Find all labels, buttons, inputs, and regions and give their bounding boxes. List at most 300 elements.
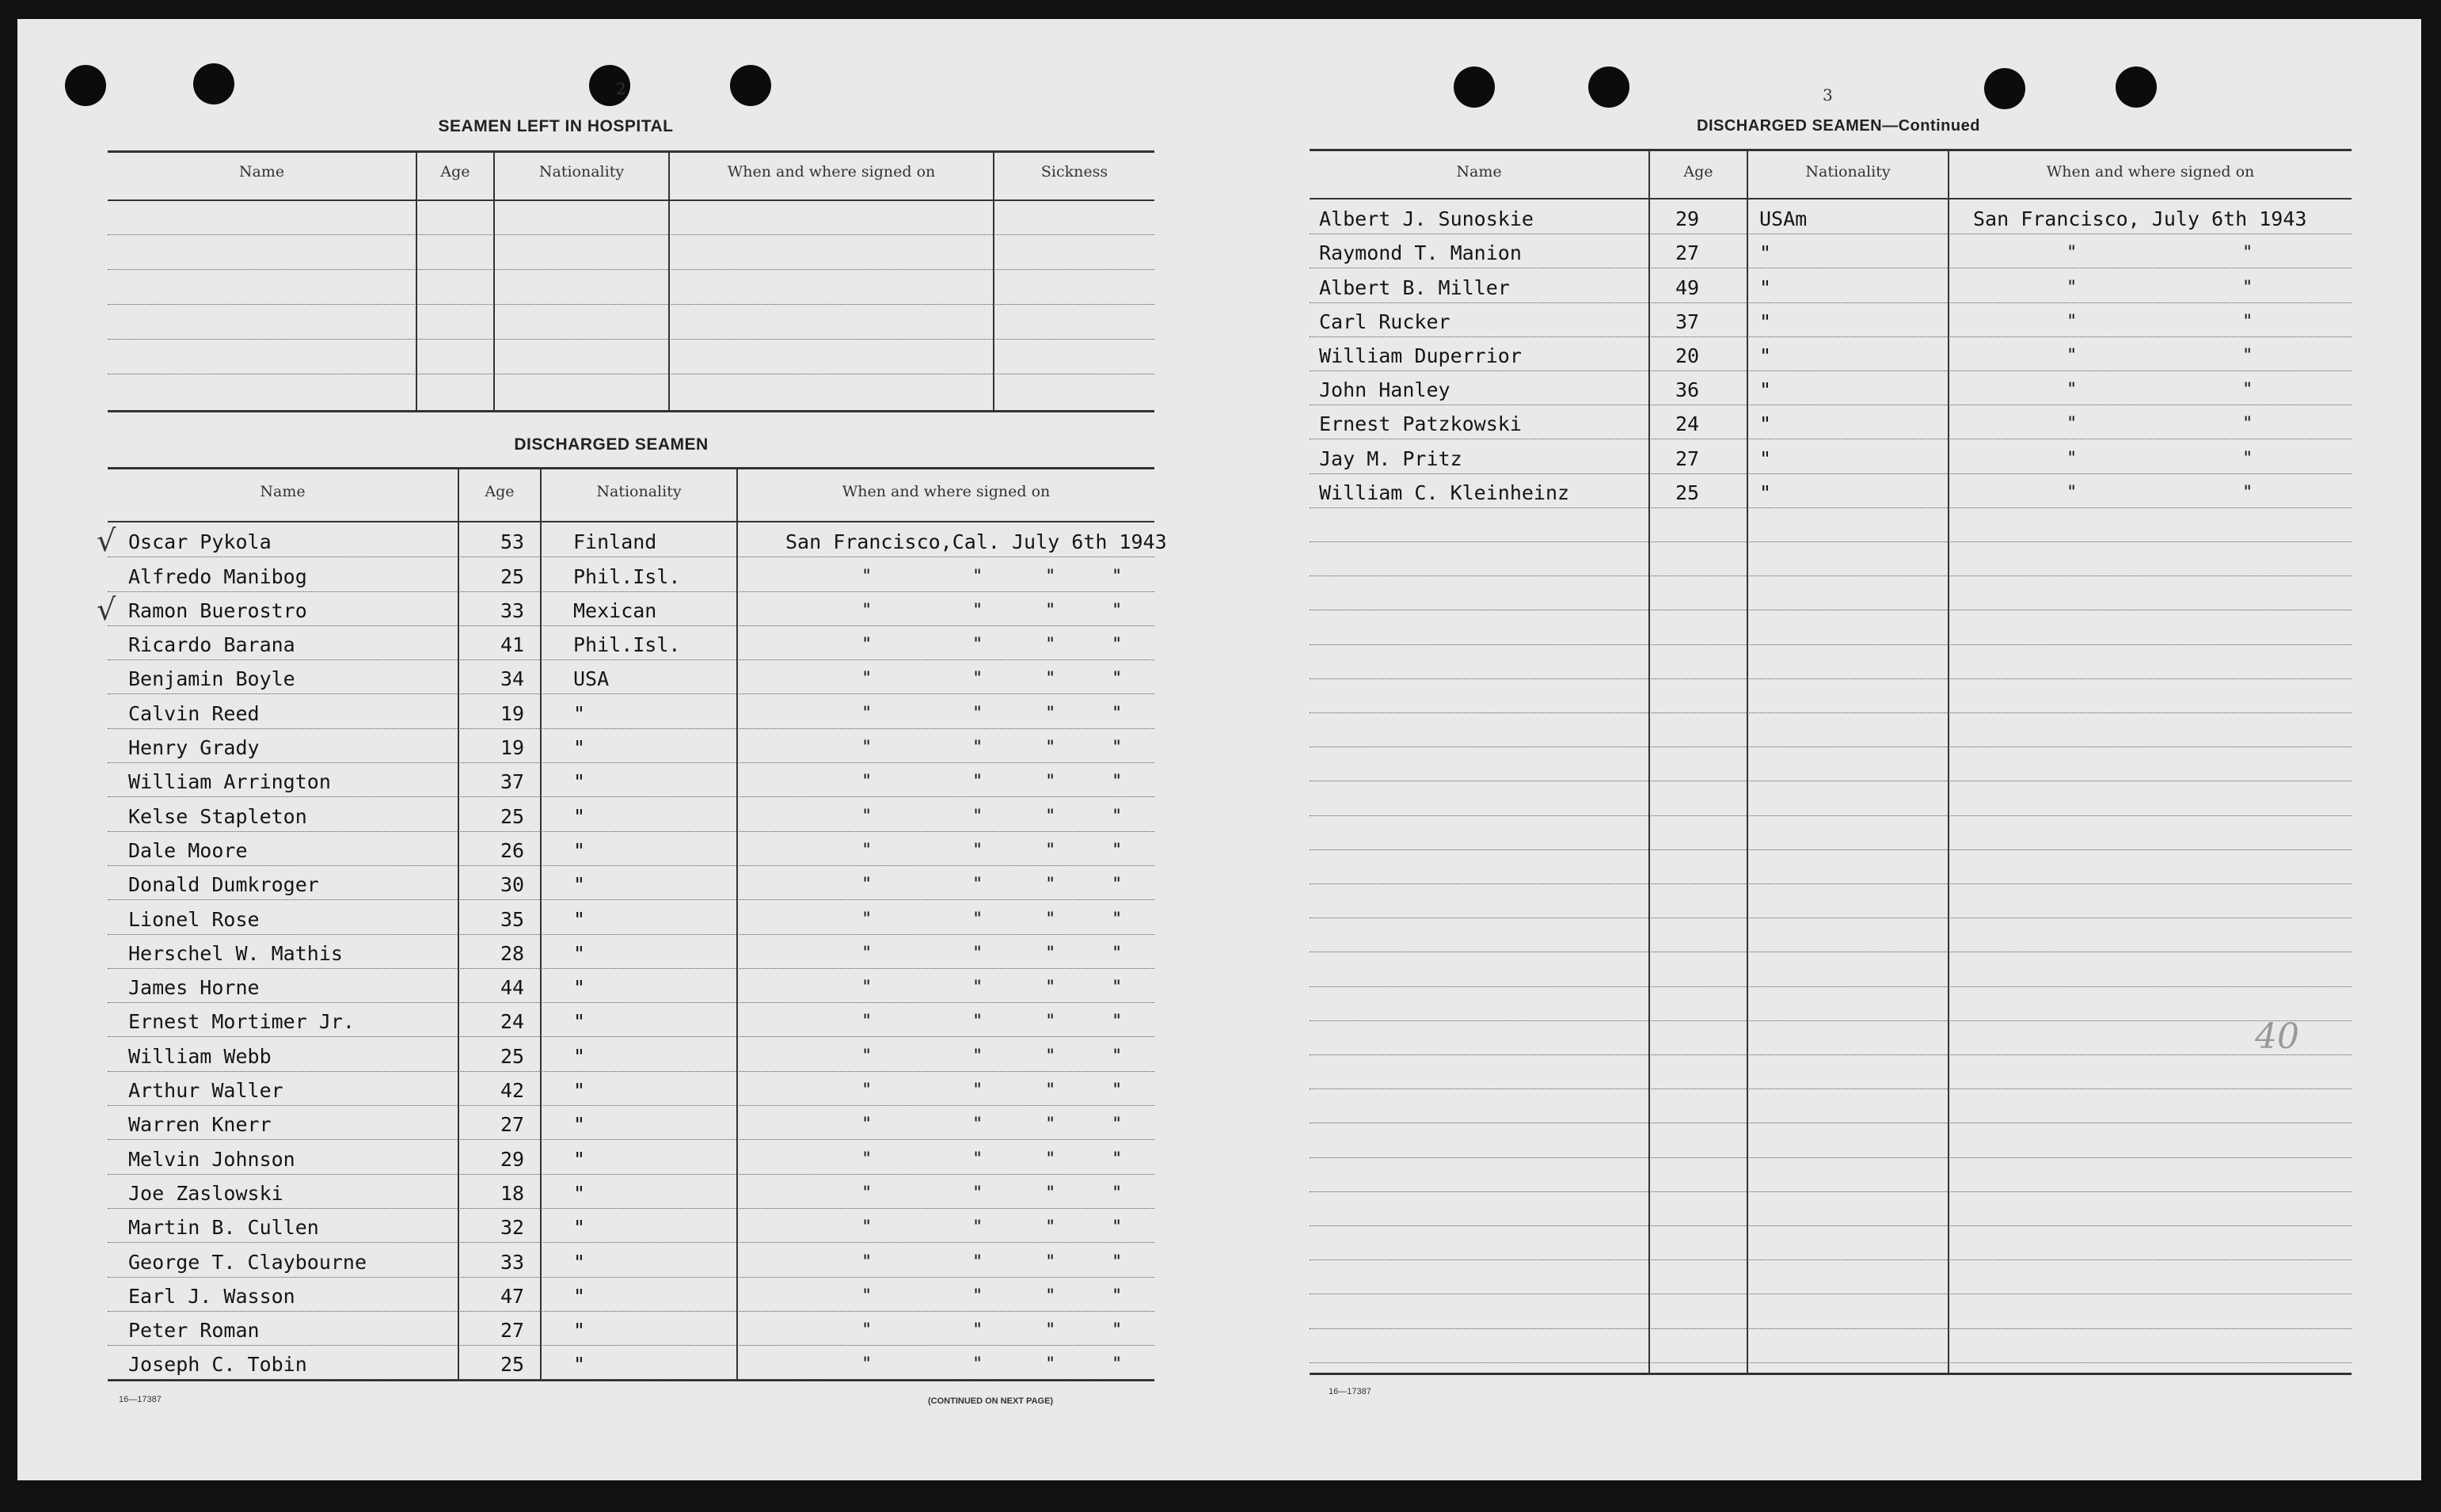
empty-row xyxy=(1310,1020,2352,1055)
seaman-name: Jay M. Pritz xyxy=(1319,446,1462,470)
ditto-mark: " xyxy=(861,1081,873,1101)
seaman-age: 25 xyxy=(500,564,525,588)
column-header-signed-on: When and where signed on xyxy=(2046,163,2255,180)
empty-row xyxy=(1310,1157,2352,1192)
seaman-age: 25 xyxy=(500,1044,525,1068)
seaman-name: Ramon Buerostro xyxy=(128,598,307,622)
seaman-nationality: " xyxy=(573,770,586,794)
table-row xyxy=(108,968,1154,1003)
seaman-age: 27 xyxy=(1675,241,1700,265)
seaman-nationality: " xyxy=(573,941,586,965)
seaman-name: William Duperrior xyxy=(1319,344,1522,367)
ditto-mark: " xyxy=(861,566,873,587)
ditto-mark: " xyxy=(1112,1286,1123,1306)
ditto-mark: " xyxy=(1112,703,1123,724)
empty-row xyxy=(1310,1088,2352,1123)
seaman-name: George T. Claybourne xyxy=(128,1250,367,1274)
table-row xyxy=(108,1037,1154,1072)
ditto-mark: " xyxy=(1112,1149,1123,1169)
form-number: 16—17387 xyxy=(119,1395,162,1404)
ditto-mark: " xyxy=(1045,566,1056,587)
empty-row xyxy=(1310,849,2352,884)
ditto-mark: " xyxy=(972,738,983,758)
table-row xyxy=(108,1277,1154,1312)
ditto-mark: " xyxy=(1045,1149,1056,1169)
seaman-name: Peter Roman xyxy=(128,1319,260,1343)
seaman-name: Carl Rucker xyxy=(1319,310,1451,333)
table-row xyxy=(1310,302,2352,337)
ditto-mark: " xyxy=(972,669,983,690)
ditto-mark: " xyxy=(972,840,983,860)
seaman-age: 27 xyxy=(1675,446,1700,470)
ditto-mark: " xyxy=(972,1149,983,1169)
seaman-nationality: Mexican xyxy=(573,598,657,622)
page-number: 3 xyxy=(1823,85,1833,104)
seaman-age: 36 xyxy=(1675,378,1700,402)
column-header-age: Age xyxy=(440,163,470,180)
column-header-name: Name xyxy=(260,483,306,500)
ditto-mark: " xyxy=(972,566,983,587)
table-row xyxy=(108,1345,1154,1380)
empty-row xyxy=(108,339,1154,374)
ditto-mark: " xyxy=(861,669,873,690)
ditto-mark: " xyxy=(972,1183,983,1203)
seaman-name: Warren Knerr xyxy=(128,1113,272,1137)
empty-row xyxy=(108,234,1154,270)
ditto-mark: " xyxy=(2066,414,2078,435)
seaman-nationality: " xyxy=(573,976,586,1000)
ditto-mark: " xyxy=(1112,806,1123,826)
ditto-mark: " xyxy=(1045,1081,1056,1101)
empty-row xyxy=(1310,1191,2352,1226)
seaman-nationality: " xyxy=(573,701,586,725)
seaman-name: Dale Moore xyxy=(128,838,248,862)
table-row xyxy=(1310,336,2352,371)
seaman-age: 27 xyxy=(500,1319,525,1343)
empty-row xyxy=(1310,610,2352,644)
ditto-mark: " xyxy=(972,1252,983,1272)
table-row xyxy=(108,1311,1154,1346)
seaman-nationality: Finland xyxy=(573,530,657,554)
ditto-mark: " xyxy=(1045,806,1056,826)
seaman-name: Albert B. Miller xyxy=(1319,275,1510,299)
ditto-mark: " xyxy=(861,943,873,963)
empty-row xyxy=(1310,917,2352,952)
ditto-mark: " xyxy=(1112,1354,1123,1375)
ditto-mark: " xyxy=(861,600,873,621)
ditto-mark: " xyxy=(972,1286,983,1306)
seaman-name: Benjamin Boyle xyxy=(128,667,295,691)
empty-row xyxy=(1310,883,2352,918)
table-row xyxy=(1310,370,2352,405)
ditto-mark: " xyxy=(861,1149,873,1169)
seaman-name: Ernest Patzkowski xyxy=(1319,412,1522,436)
ditto-mark: " xyxy=(972,703,983,724)
ditto-mark: " xyxy=(972,806,983,826)
ditto-mark: " xyxy=(1112,1183,1123,1203)
seaman-nationality: " xyxy=(573,1284,586,1308)
form-number: 16—17387 xyxy=(1329,1387,1371,1396)
seaman-name: Ernest Mortimer Jr. xyxy=(128,1010,355,1034)
seaman-name: Martin B. Cullen xyxy=(128,1216,319,1240)
table-row xyxy=(1310,473,2352,508)
empty-row xyxy=(1310,1123,2352,1157)
seaman-age: 19 xyxy=(500,736,525,760)
ditto-mark: " xyxy=(1045,1012,1056,1032)
ditto-mark: " xyxy=(1112,840,1123,860)
seaman-nationality: " xyxy=(573,907,586,931)
table-row xyxy=(1310,199,2352,234)
seaman-nationality: " xyxy=(573,873,586,897)
seaman-nationality: " xyxy=(573,1181,586,1205)
seaman-name: Raymond T. Manion xyxy=(1319,241,1522,265)
ditto-mark: " xyxy=(1112,566,1123,587)
ditto-mark: " xyxy=(1045,875,1056,895)
ditto-mark: " xyxy=(1112,600,1123,621)
table-row xyxy=(108,865,1154,900)
ditto-mark: " xyxy=(2066,243,2078,264)
ditto-mark: " xyxy=(1045,840,1056,860)
ditto-mark: " xyxy=(1045,738,1056,758)
ditto-mark: " xyxy=(2242,448,2253,469)
ditto-mark: " xyxy=(972,909,983,929)
ditto-mark: " xyxy=(972,772,983,792)
ditto-mark: " xyxy=(1045,1218,1056,1238)
empty-row xyxy=(1310,1294,2352,1328)
seaman-nationality: " xyxy=(573,1353,586,1377)
table-row xyxy=(108,796,1154,831)
ditto-mark: " xyxy=(861,703,873,724)
seaman-name: Arthur Waller xyxy=(128,1079,283,1103)
ditto-mark: " xyxy=(861,772,873,792)
seaman-name: Kelse Stapleton xyxy=(128,804,307,828)
left-page xyxy=(17,19,1205,1480)
ditto-mark: " xyxy=(972,1012,983,1032)
ditto-mark: " xyxy=(861,840,873,860)
table-row xyxy=(108,1071,1154,1106)
seaman-nationality: " xyxy=(573,736,586,760)
seaman-name: Joseph C. Tobin xyxy=(128,1353,307,1377)
seaman-name: William Arrington xyxy=(128,770,331,794)
seaman-age: 33 xyxy=(500,598,525,622)
seaman-nationality: " xyxy=(1759,344,1772,367)
empty-row xyxy=(1310,712,2352,747)
discharged-section-title: DISCHARGED SEAMEN xyxy=(514,435,709,454)
ditto-mark: " xyxy=(2242,243,2253,264)
pencil-mark: 40 xyxy=(2255,1016,2299,1057)
ditto-mark: " xyxy=(1112,1012,1123,1032)
column-header-name: Name xyxy=(238,163,285,180)
seaman-nationality: " xyxy=(1759,481,1772,504)
seaman-name: Herschel W. Mathis xyxy=(128,941,343,965)
ditto-mark: " xyxy=(861,875,873,895)
table-row xyxy=(108,1208,1154,1243)
ditto-mark: " xyxy=(1045,703,1056,724)
seaman-name: James Horne xyxy=(128,976,260,1000)
right-page xyxy=(1221,19,2421,1480)
ditto-mark: " xyxy=(972,1046,983,1066)
seaman-age: 53 xyxy=(500,530,525,554)
ditto-mark: " xyxy=(1045,669,1056,690)
ditto-mark: " xyxy=(861,1115,873,1135)
ditto-mark: " xyxy=(1112,1320,1123,1341)
seaman-age: 20 xyxy=(1675,344,1700,367)
seaman-nationality: " xyxy=(1759,446,1772,470)
check-mark: √ xyxy=(97,591,116,627)
table-row xyxy=(108,1174,1154,1209)
table-row xyxy=(1310,234,2352,268)
seaman-name: Albert J. Sunoskie xyxy=(1319,207,1534,231)
ditto-mark: " xyxy=(2242,414,2253,435)
seaman-age: 33 xyxy=(500,1250,525,1274)
table-row xyxy=(1310,439,2352,473)
ditto-mark: " xyxy=(861,1046,873,1066)
seaman-age: 41 xyxy=(500,633,525,657)
seaman-age: 24 xyxy=(1675,412,1700,436)
empty-row xyxy=(1310,952,2352,986)
empty-row xyxy=(1310,1328,2352,1363)
table-row xyxy=(108,1242,1154,1277)
seaman-nationality: " xyxy=(1759,412,1772,436)
ditto-mark: " xyxy=(972,1218,983,1238)
empty-row xyxy=(108,199,1154,235)
empty-row xyxy=(1310,576,2352,610)
seaman-nationality: " xyxy=(573,1250,586,1274)
table-row xyxy=(108,1002,1154,1037)
seaman-age: 29 xyxy=(1675,207,1700,231)
ditto-mark: " xyxy=(972,1320,983,1341)
signed-on: San Francisco, July 6th 1943 xyxy=(1973,207,2307,231)
seaman-nationality: Phil.Isl. xyxy=(573,564,681,588)
seaman-nationality: " xyxy=(1759,275,1772,299)
ditto-mark: " xyxy=(972,1081,983,1101)
seaman-age: 18 xyxy=(500,1181,525,1205)
table-row xyxy=(108,659,1154,694)
ditto-mark: " xyxy=(861,738,873,758)
table-row xyxy=(97,522,1167,559)
empty-row xyxy=(1310,1259,2352,1294)
column-header-signed-on: When and where signed on xyxy=(727,163,936,180)
ditto-mark: " xyxy=(972,1354,983,1375)
seaman-name: Henry Grady xyxy=(128,736,260,760)
seaman-name: William C. Kleinheinz xyxy=(1319,481,1570,504)
ditto-mark: " xyxy=(1112,635,1123,655)
ditto-mark: " xyxy=(1112,1115,1123,1135)
table-bottom-rule xyxy=(1310,1373,2352,1375)
seaman-name: Melvin Johnson xyxy=(128,1147,295,1171)
ditto-mark: " xyxy=(1112,909,1123,929)
column-header-nationality: Nationality xyxy=(1805,163,1891,180)
seaman-nationality: " xyxy=(573,1216,586,1240)
hospital-section-title: SEAMEN LEFT IN HOSPITAL xyxy=(438,117,674,135)
ditto-mark: " xyxy=(1112,669,1123,690)
ditto-mark: " xyxy=(2242,482,2253,503)
ditto-mark: " xyxy=(1045,1115,1056,1135)
ditto-mark: " xyxy=(2066,311,2078,332)
ditto-mark: " xyxy=(861,806,873,826)
ditto-mark: " xyxy=(1045,1354,1056,1375)
seaman-nationality: " xyxy=(573,804,586,828)
empty-row xyxy=(1310,747,2352,781)
seaman-name: William Webb xyxy=(128,1044,272,1068)
ditto-mark: " xyxy=(861,978,873,998)
seaman-name: Earl J. Wasson xyxy=(128,1284,295,1308)
seaman-nationality: " xyxy=(1759,378,1772,402)
column-header-signed-on: When and where signed on xyxy=(842,483,1051,500)
discharged-continued-title: DISCHARGED SEAMEN—Continued xyxy=(1697,117,1980,135)
table-top-rule xyxy=(108,150,1154,153)
ditto-mark: " xyxy=(2066,380,2078,401)
table-row xyxy=(108,557,1154,591)
ditto-mark: " xyxy=(1045,978,1056,998)
seaman-name: Joe Zaslowski xyxy=(128,1181,283,1205)
seaman-age: 29 xyxy=(500,1147,525,1171)
ditto-mark: " xyxy=(1045,1286,1056,1306)
column-header-nationality: Nationality xyxy=(538,163,625,180)
seaman-age: 34 xyxy=(500,667,525,691)
seaman-name: Donald Dumkroger xyxy=(128,873,319,897)
signed-on: San Francisco,Cal. July 6th 1943 xyxy=(785,530,1167,554)
ditto-mark: " xyxy=(1045,772,1056,792)
seaman-name: John Hanley xyxy=(1319,378,1451,402)
ditto-mark: " xyxy=(861,1354,873,1375)
ditto-mark: " xyxy=(2242,277,2253,298)
seaman-age: 44 xyxy=(500,976,525,1000)
ditto-mark: " xyxy=(1112,772,1123,792)
table-row xyxy=(108,728,1154,763)
seaman-nationality: " xyxy=(573,838,586,862)
ditto-mark: " xyxy=(972,1115,983,1135)
empty-row xyxy=(1310,1225,2352,1260)
seaman-nationality: " xyxy=(1759,241,1772,265)
ditto-mark: " xyxy=(861,1320,873,1341)
ditto-mark: " xyxy=(2242,380,2253,401)
seaman-age: 27 xyxy=(500,1113,525,1137)
ditto-mark: " xyxy=(1112,978,1123,998)
ditto-mark: " xyxy=(1045,943,1056,963)
ditto-mark: " xyxy=(972,943,983,963)
seaman-nationality: " xyxy=(573,1044,586,1068)
seaman-name: Lionel Rose xyxy=(128,907,260,931)
empty-row xyxy=(1310,781,2352,815)
ditto-mark: " xyxy=(1045,600,1056,621)
table-row xyxy=(108,934,1154,969)
ditto-mark: " xyxy=(1045,1320,1056,1341)
seaman-nationality: " xyxy=(573,1147,586,1171)
ditto-mark: " xyxy=(861,1252,873,1272)
seaman-name: Oscar Pykola xyxy=(128,530,272,554)
seaman-age: 32 xyxy=(500,1216,525,1240)
seaman-age: 26 xyxy=(500,838,525,862)
table-row xyxy=(1310,405,2352,439)
column-header-nationality: Nationality xyxy=(596,483,682,500)
ditto-mark: " xyxy=(861,635,873,655)
empty-row xyxy=(1310,507,2352,542)
seaman-name: Calvin Reed xyxy=(128,701,260,725)
table-row xyxy=(108,694,1154,729)
ditto-mark: " xyxy=(861,909,873,929)
table-row xyxy=(108,1139,1154,1174)
table-row xyxy=(108,762,1154,797)
seaman-name: Ricardo Barana xyxy=(128,633,295,657)
page-number: 2 xyxy=(616,79,626,98)
ditto-mark: " xyxy=(2242,311,2253,332)
ditto-mark: " xyxy=(1112,1252,1123,1272)
table-top-rule xyxy=(1310,149,2352,151)
check-mark: √ xyxy=(97,523,116,559)
seaman-age: 28 xyxy=(500,941,525,965)
table-row xyxy=(108,1105,1154,1140)
ditto-mark: " xyxy=(1112,738,1123,758)
seaman-age: 49 xyxy=(1675,275,1700,299)
ditto-mark: " xyxy=(2066,482,2078,503)
seaman-age: 42 xyxy=(500,1079,525,1103)
empty-row xyxy=(1310,1054,2352,1089)
ditto-mark: " xyxy=(1045,1252,1056,1272)
ditto-mark: " xyxy=(1112,1218,1123,1238)
ditto-mark: " xyxy=(972,600,983,621)
ditto-mark: " xyxy=(1045,1046,1056,1066)
empty-row xyxy=(1310,541,2352,576)
empty-row xyxy=(108,304,1154,340)
ditto-mark: " xyxy=(1112,875,1123,895)
empty-row xyxy=(1310,644,2352,679)
seaman-age: 35 xyxy=(500,907,525,931)
seaman-age: 24 xyxy=(500,1010,525,1034)
seaman-nationality: Phil.Isl. xyxy=(573,633,681,657)
ditto-mark: " xyxy=(2066,277,2078,298)
ditto-mark: " xyxy=(1045,909,1056,929)
seaman-age: 47 xyxy=(500,1284,525,1308)
empty-row xyxy=(1310,986,2352,1021)
ditto-mark: " xyxy=(972,635,983,655)
ditto-mark: " xyxy=(861,1183,873,1203)
column-header-sickness: Sickness xyxy=(1040,163,1108,180)
table-row xyxy=(97,591,1154,627)
ditto-mark: " xyxy=(972,875,983,895)
document-scan xyxy=(17,19,2421,1480)
column-header-age: Age xyxy=(485,483,515,500)
seaman-age: 25 xyxy=(500,804,525,828)
seaman-name: Alfredo Manibog xyxy=(128,564,307,588)
ditto-mark: " xyxy=(1045,635,1056,655)
seaman-age: 25 xyxy=(500,1353,525,1377)
empty-row xyxy=(1310,815,2352,850)
column-header-name: Name xyxy=(1456,163,1502,180)
column-header-age: Age xyxy=(1683,163,1713,180)
ditto-mark: " xyxy=(2242,345,2253,366)
ditto-mark: " xyxy=(1112,943,1123,963)
ditto-mark: " xyxy=(861,1012,873,1032)
empty-row xyxy=(1310,678,2352,713)
seaman-nationality: " xyxy=(1759,310,1772,333)
continued-note: (CONTINUED ON NEXT PAGE) xyxy=(928,1396,1054,1406)
seaman-age: 37 xyxy=(1675,310,1700,333)
ditto-mark: " xyxy=(1045,1183,1056,1203)
empty-row xyxy=(108,269,1154,305)
seaman-nationality: USAm xyxy=(1759,207,1808,231)
seaman-age: 30 xyxy=(500,873,525,897)
seaman-nationality: " xyxy=(573,1079,586,1103)
ditto-mark: " xyxy=(861,1218,873,1238)
ditto-mark: " xyxy=(1112,1081,1123,1101)
ditto-mark: " xyxy=(2066,345,2078,366)
ditto-mark: " xyxy=(2066,448,2078,469)
table-row xyxy=(108,899,1154,934)
ditto-mark: " xyxy=(1112,1046,1123,1066)
seaman-nationality: " xyxy=(573,1010,586,1034)
seaman-nationality: " xyxy=(573,1319,586,1343)
